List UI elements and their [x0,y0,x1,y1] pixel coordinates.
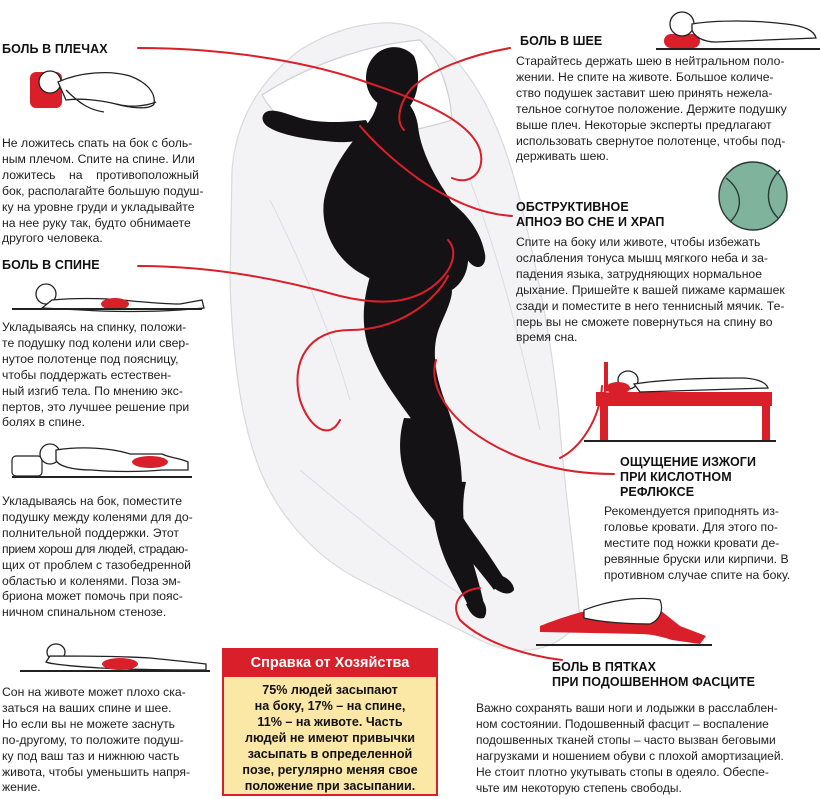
text-line: Важно сохранять ваши ноги и лодыжки в расслаблен- [476,701,778,715]
text-line: по-другому, то положите подуш- [2,732,184,747]
text-line: выше плеч. Некоторые эксперты предлагают [516,117,772,132]
shoulder-pose-illustration [30,71,156,112]
text-line: живота, чтобы уменьшить напря- [2,764,191,779]
back-text-2 [2,494,210,621]
title-line: РЕФЛЮКСЕ [620,485,695,499]
title-line: ОБСТРУКТИВНОЕ [516,200,629,214]
text-line: областью и коленями. Поза эм- [2,573,181,588]
text-line: дыхание. Пришейте к вашей пижаме кармашек [516,282,785,297]
text-line: ный изгиб тела. По мнению экс- [2,383,183,398]
text-line: жение. [2,780,41,795]
heels-title [552,660,755,690]
shoulders-text [2,136,210,247]
text-line: Укладываясь на бок, поместите [2,494,182,508]
text-line: ку на уровне груди и укладывайте [2,199,195,214]
text-line: те подушку под колени или свер- [2,335,190,350]
text-line: подушку между коленями для до- [2,509,193,524]
text-line: тельное согнутое положение. Держите подушку [516,101,787,116]
text-line: ничном спинальном стенозе. [2,605,167,620]
text-line: перь вы не сможете повернуться на спину во [516,314,773,329]
text-line: другого человека. [2,231,103,246]
apnea-title [516,200,665,230]
text-line: сзади и поместите в него теннисный мячик. Те- [516,298,785,313]
fact-box-title: Справка от Хозяйства [224,650,436,677]
text-line: противном случае спите на боку. [604,567,791,582]
text-line: время сна. [516,330,578,345]
title-line: ПРИ КИСЛОТНОМ [620,470,732,484]
text-line: Не стоит плотно укутывать стопы в одеяло. Обеспе- [476,764,769,779]
text-line: Но если вы не можете заснуть [2,716,176,731]
text-line: положение при засыпании. [244,779,416,793]
tennis-ball-illustration [719,162,787,230]
raised-bed-illustration [584,362,778,442]
title-line: ПРИ ПОДОШВЕННОМ ФАСЦИТЕ [552,675,756,689]
text-line: чтобы поддержать естествен- [2,367,172,382]
text-line: бриона может помочь при пояс- [2,589,183,604]
text-line: жении. Не спите на животе. Большое количе- [516,69,774,84]
text-line: Спите на боку или животе, чтобы избежать [516,235,761,249]
text-line: бок, располагайте большую подуш- [2,183,204,198]
back-pose-illustration-1 [12,284,204,312]
title-line: АПНОЭ ВО СНЕ И ХРАП [516,215,665,229]
text-line: местите под ножки кровати де- [604,535,780,550]
neck-title: БОЛЬ В ШЕЕ [520,34,603,48]
back-title: БОЛЬ В СПИНЕ [2,258,100,272]
text-line: прием хорош для людей, страдаю- [2,541,188,556]
heartburn-title [620,455,756,500]
text-line: чьте им некоторую степень свободы. [476,780,682,795]
title-line: ОЩУЩЕНИЕ ИЗЖОГИ [620,455,757,469]
text-line: ревянные бруски или кирпичи. В [604,551,789,566]
text-line: ном состоянии. Подошвенный фасцит – воспаление [476,716,769,731]
text-line: Рекомендуется приподнять из- [604,504,779,518]
text-line: людей не имеют привычки [244,731,415,745]
text-line: пертов, это лучшее решение при [2,399,190,414]
neck-pose-illustration [656,12,820,50]
text-line: ство подушек заставит шею принять нежела- [516,85,773,100]
back-pose-illustration-2 [12,444,192,478]
back-pose-illustration-3 [20,644,210,672]
text-line: засыпать в определенной [247,747,413,761]
text-line: заться на ваших спине и шее. [2,700,172,715]
title-line: БОЛЬ В ПЯТКАХ [552,660,657,674]
text-line: 75% людей засыпают [262,683,398,697]
shoulders-title: БОЛЬ В ПЛЕЧАХ [2,42,108,56]
text-line: позе, регулярно меняя свое [242,763,418,777]
text-line: ку под ваш таз и нижнюю часть [2,748,180,763]
fact-box-body [224,677,436,794]
back-text-1 [2,320,210,431]
text-line: Укладываясь на спинку, положи- [2,320,187,334]
heartburn-text [604,504,812,584]
text-line: ложитесь на противоположный [2,167,199,182]
heels-text [476,701,814,796]
text-line: ным плечом. Спите на спине. Или [2,151,195,166]
neck-text [516,54,812,165]
text-line: на нее руку так, будто обнимаете [2,215,191,230]
apnea-text [516,235,812,346]
text-line: держивать шею. [516,149,609,164]
text-line: падения языка, затрудняющих нормальное [516,266,762,281]
text-line: Не ложитесь спать на бок с боль- [2,136,193,150]
text-line: Старайтесь держать шею в нейтральном поло- [516,54,785,68]
text-line: 11% – на животе. Часть [257,715,403,729]
text-line: на боку, 17% – на спине, [254,699,406,713]
text-line: щих от проблем с тазобедренной [2,557,191,572]
text-line: ослабления тонуса мышц мягкого неба и за- [516,250,768,265]
text-line: подошвенных тканей стопы – часто вызван беговыми [476,732,776,747]
text-line: Сон на животе может плохо ска- [2,685,186,699]
text-line: полнительной поддержки. Этот [2,525,179,540]
text-line: болях в спине. [2,415,85,430]
fact-box [222,648,438,796]
text-line: нагрузками и ношением обуви с плохой амортизацией. [476,748,784,763]
text-line: головье кровати. Для этого по- [604,519,778,534]
text-line: использовать свернутое полотенце, чтобы под- [516,133,786,148]
back-text-3 [2,685,210,796]
text-line: нутое полотенце под поясницу, [2,351,179,366]
